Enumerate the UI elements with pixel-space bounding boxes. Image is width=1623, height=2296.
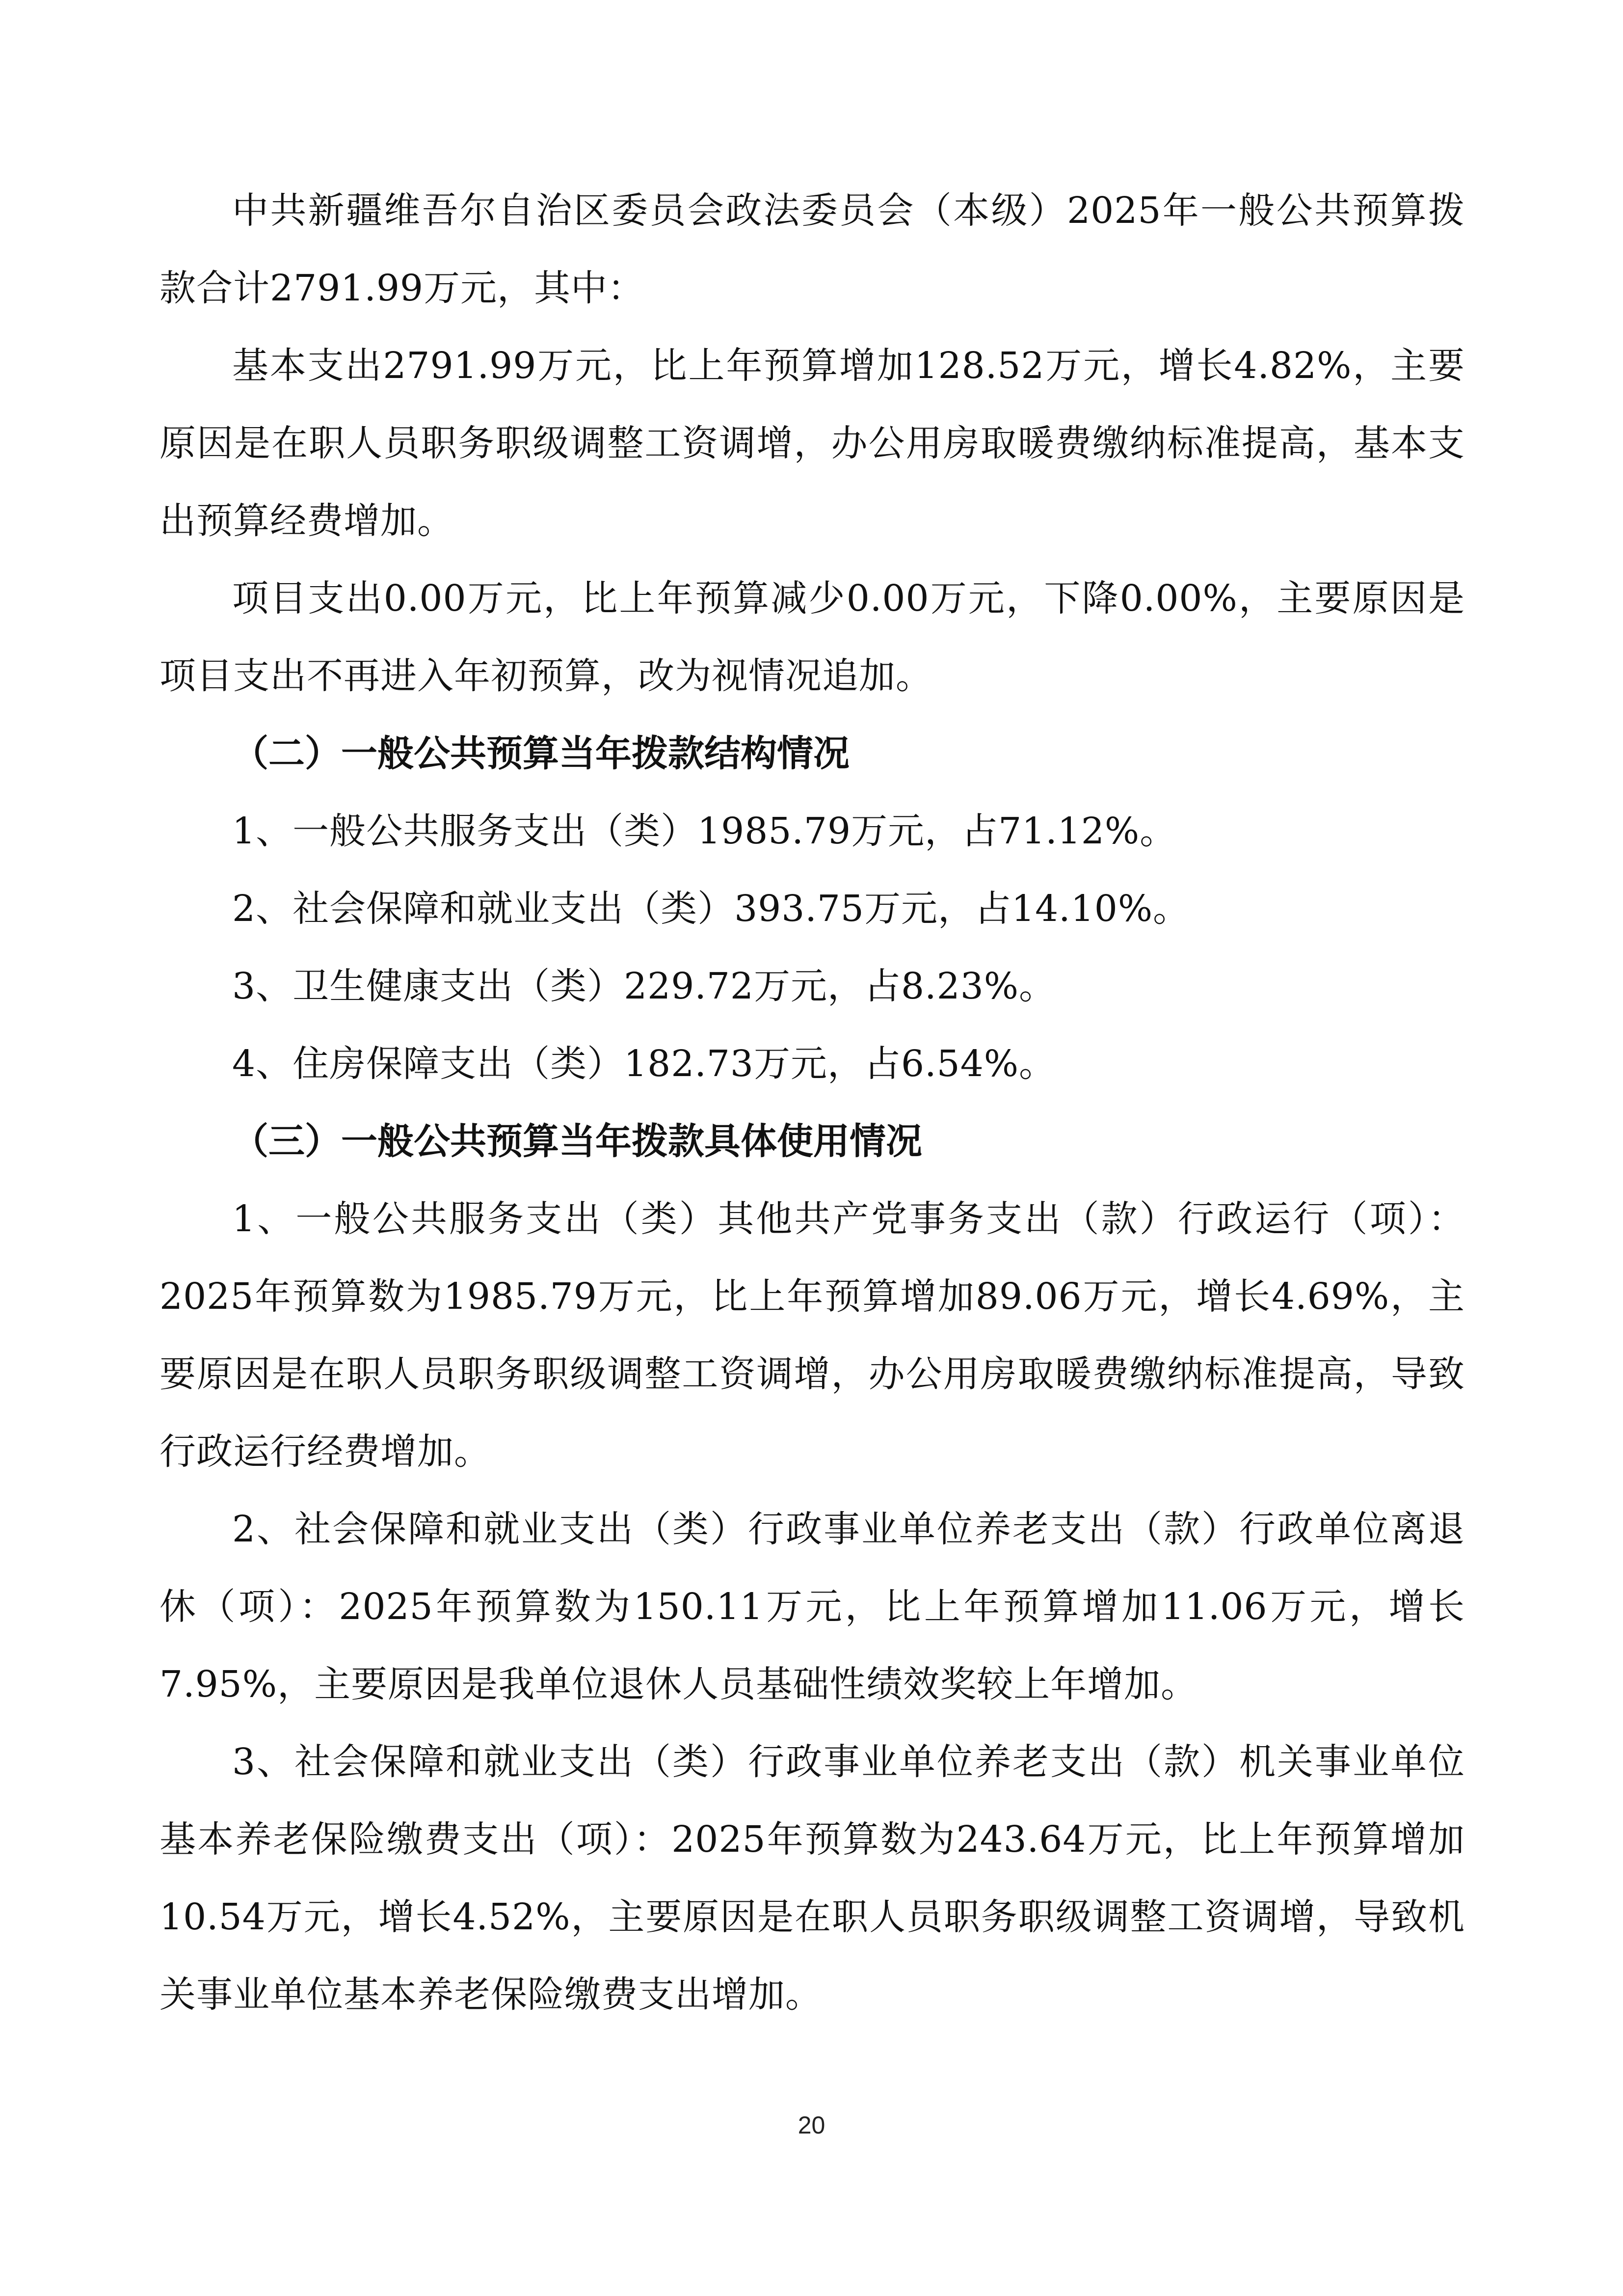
section-2-heading: （二）一般公共预算当年拨款结构情况 [232,732,850,775]
page-content [160,172,1465,2033]
structure-item-4: 4、住房保障支出（类）182.73万元，占6.54%。 [232,1043,1056,1085]
usage-item-1: 1、一般公共服务支出（类）其他共产党事务支出（款）行政运行（项）：2025年预算数为1985.79万元，比上年预算增加89.06万元，增长4.69%，主要原因是在职人员职务职级调整工资调增，办公用房取暖费缴纳标准提高，导致行政运行经费增加。 [160,1198,1465,1473]
structure-item-3: 3、卫生健康支出（类）229.72万元，占8.23%。 [232,965,1056,1007]
intro-paragraph: 中共新疆维吾尔自治区委员会政法委员会（本级）2025年一般公共预算拨款合计2791.99万元，其中： [160,189,1465,309]
page-number: 20 [798,2111,825,2139]
structure-item-1: 1、一般公共服务支出（类）1985.79万元，占71.12%。 [232,810,1177,852]
structure-item-2: 2、社会保障和就业支出（类）393.75万元，占14.10%。 [232,888,1190,930]
section-3-heading: （三）一般公共预算当年拨款具体使用情况 [232,1120,922,1162]
usage-item-3: 3、社会保障和就业支出（类）行政事业单位养老支出（款）机关事业单位基本养老保险缴费支出（项）：2025年预算数为243.64万元，比上年预算增加10.54万元，增长4.52%，主要原因是在职人员职务职级调整工资调增，导致机关事业单位基本养老保险缴费支出增加。 [160,1741,1465,2016]
project-expenditure-paragraph: 项目支出0.00万元，比上年预算减少0.00万元，下降0.00%，主要原因是项目支出不再进入年初预算，改为视情况追加。 [160,577,1465,697]
basic-expenditure-paragraph: 基本支出2791.99万元，比上年预算增加128.52万元，增长4.82%，主要原因是在职人员职务职级调整工资调增，办公用房取暖费缴纳标准提高，基本支出预算经费增加。 [160,345,1465,542]
usage-item-2: 2、社会保障和就业支出（类）行政事业单位养老支出（款）行政单位离退休（项）：2025年预算数为150.11万元，比上年预算增加11.06万元，增长7.95%，主要原因是我单位退休人员基础性绩效奖较上年增加。 [160,1508,1465,1705]
